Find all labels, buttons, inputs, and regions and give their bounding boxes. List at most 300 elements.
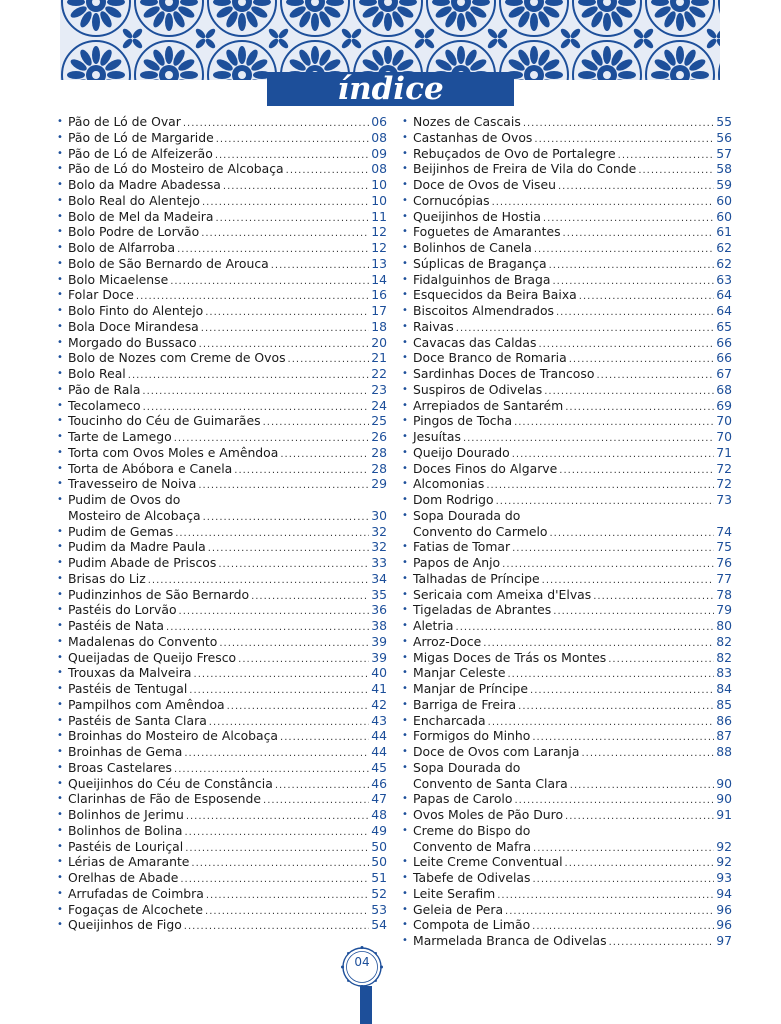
bullet-icon: •: [57, 383, 63, 395]
bullet-icon: •: [57, 147, 63, 159]
bullet-icon: •: [402, 431, 408, 442]
bullet-icon: •: [57, 604, 63, 616]
index-entry: [57, 618, 387, 634]
index-entry: [402, 146, 732, 162]
index-entry: [57, 807, 387, 823]
entry-page-number: 63: [716, 271, 732, 287]
entry-page-number: 70: [716, 413, 732, 429]
index-entry: [402, 476, 732, 492]
entry-title: Tabefe de Odivelas: [413, 870, 531, 885]
index-entry: [57, 823, 387, 839]
entry-title: Lérias de Amarante: [68, 854, 190, 870]
entry-page-number: 25: [371, 413, 387, 429]
bullet-icon: •: [57, 872, 63, 883]
index-entry: [402, 209, 732, 225]
entry-page-number: 88: [716, 744, 732, 759]
index-entry: [402, 713, 732, 729]
bullet-icon: •: [402, 651, 408, 663]
entry-page-number: 39: [371, 649, 387, 665]
bullet-icon: •: [402, 746, 408, 757]
index-entry: [57, 839, 387, 855]
entry-title: Arroz-Doce: [413, 633, 482, 649]
bullet-icon: •: [57, 415, 63, 427]
index-entry: [402, 760, 732, 792]
index-entry: [57, 681, 387, 697]
index-entry: [57, 193, 387, 209]
entry-page-number: 17: [371, 303, 387, 318]
bullet-icon: •: [57, 289, 63, 301]
bullet-icon: •: [402, 462, 408, 474]
bullet-icon: •: [402, 903, 408, 915]
index-entry: [57, 665, 387, 681]
bullet-icon: •: [402, 935, 408, 946]
entry-page-number: 30: [371, 507, 387, 523]
bullet-icon: •: [57, 399, 63, 411]
entry-page-number: 65: [716, 318, 732, 334]
entry-title: Broinhas de Gema: [68, 744, 183, 759]
index-entry: [57, 303, 387, 319]
index-entry: [402, 224, 732, 240]
bullet-icon: •: [57, 746, 63, 757]
entry-title: Bolo Podre de Lorvão: [68, 224, 200, 240]
index-entry: [57, 240, 387, 256]
entry-title: Travesseiro de Noiva: [68, 476, 197, 492]
entry-title: Sopa Dourada do: [413, 759, 521, 775]
entry-page-number: 75: [716, 539, 732, 555]
entry-page-number: 92: [716, 854, 732, 870]
entry-title: Marmelada Branca de Odivelas: [413, 933, 607, 948]
index-entry: [57, 854, 387, 870]
entry-title: Compota de Limão: [413, 917, 531, 933]
entry-title: Bolo Real: [68, 366, 126, 381]
index-entry: [402, 114, 732, 130]
entry-page-number: 47: [371, 791, 387, 807]
entry-page-number: 45: [371, 759, 387, 775]
entry-title: Mosteiro de Alcobaça: [68, 507, 201, 523]
entry-title: Bolinhos de Bolina: [68, 822, 183, 838]
entry-title: Leite Serafim: [413, 885, 496, 901]
entry-title: Foguetes de Amarantes: [413, 224, 561, 240]
entry-page-number: 77: [716, 570, 732, 586]
entry-title: Tigeladas de Abrantes: [413, 602, 552, 618]
entry-page-number: 28: [371, 460, 387, 476]
entry-title: Broinhas do Mosteiro de Alcobaça: [68, 728, 279, 744]
bullet-icon: •: [402, 242, 408, 253]
index-entry: [402, 933, 732, 949]
entry-title: Pampilhos com Amêndoa: [68, 696, 225, 712]
entry-title: Pão de Rala: [68, 381, 141, 397]
entry-page-number: 35: [371, 586, 387, 602]
entry-page-number: 44: [371, 728, 387, 744]
bullet-icon: •: [402, 289, 408, 301]
entry-page-number: 13: [371, 255, 387, 271]
entry-page-number: 36: [371, 602, 387, 618]
entry-title: Creme do Bispo do: [413, 822, 531, 838]
index-entry: [402, 319, 732, 335]
index-entry: [402, 240, 732, 256]
entry-page-number: 90: [716, 775, 732, 791]
entry-page-number: 46: [371, 775, 387, 791]
entry-title: Suspiros de Odivelas: [413, 381, 543, 397]
index-entry: [402, 854, 732, 870]
bullet-icon: •: [402, 352, 408, 364]
bullet-icon: •: [402, 919, 408, 931]
entry-page-number: 59: [716, 177, 732, 192]
bullet-icon: •: [402, 730, 408, 742]
entry-page-number: 96: [716, 917, 732, 933]
entry-page-number: 24: [371, 397, 387, 413]
entry-page-number: 34: [371, 570, 387, 586]
entry-title: Pão de Ló de Margaride: [68, 129, 214, 145]
index-entry: [57, 146, 387, 162]
bullet-icon: •: [402, 336, 408, 348]
page-number: 04: [354, 955, 370, 969]
entry-title: Manjar Celeste: [413, 665, 506, 681]
index-entry: [57, 539, 387, 555]
index-entry: [57, 161, 387, 177]
index-entry: [402, 161, 732, 177]
index-entry: [402, 272, 732, 288]
index-entry: [402, 823, 732, 855]
entry-title: Doce de Ovos com Laranja: [413, 744, 580, 759]
index-entry: [57, 870, 387, 886]
bullet-icon: •: [402, 809, 408, 820]
bullet-icon: •: [402, 872, 408, 883]
entry-page-number: 55: [716, 114, 732, 129]
index-entry: [402, 886, 732, 902]
index-entry: [57, 335, 387, 351]
entry-title: Bolo da Madre Abadessa: [68, 177, 221, 192]
bullet-icon: •: [402, 116, 408, 127]
bullet-icon: •: [402, 273, 408, 285]
entry-page-number: 10: [371, 177, 387, 192]
bullet-icon: •: [402, 320, 408, 332]
bullet-icon: •: [402, 494, 408, 505]
bullet-icon: •: [57, 856, 63, 868]
index-entry: [57, 445, 387, 461]
entry-page-number: 79: [716, 602, 732, 618]
entry-title: Arrufadas de Coimbra: [68, 885, 204, 901]
entry-title: Sericaia com Ameixa d'Elvas: [413, 586, 592, 602]
entry-title: Pastéis de Louriçal: [68, 838, 184, 854]
entry-page-number: 62: [716, 240, 732, 255]
entry-page-number: 14: [371, 271, 387, 287]
bullet-icon: •: [57, 698, 63, 710]
entry-title: Pudim de Gemas: [68, 523, 174, 539]
entry-page-number: 56: [716, 129, 732, 145]
bullet-icon: •: [57, 163, 63, 175]
bullet-icon: •: [402, 714, 408, 726]
entry-page-number: 73: [716, 492, 732, 507]
entry-title: Folar Doce: [68, 287, 134, 303]
entry-title: Queijinhos de Figo: [68, 917, 182, 933]
bullet-icon: •: [402, 635, 408, 647]
entry-page-number: 57: [716, 145, 732, 161]
entry-title: Doces Finos do Algarve: [413, 460, 558, 476]
entry-page-number: 10: [371, 192, 387, 208]
bullet-icon: •: [57, 210, 63, 222]
bullet-icon: •: [402, 179, 408, 190]
index-entry: [402, 413, 732, 429]
entry-title: Esquecidos da Beira Baixa: [413, 287, 577, 303]
index-entry: [57, 917, 387, 933]
index-entry: [57, 272, 387, 288]
entry-page-number: 66: [716, 350, 732, 366]
entry-title: Pão de Ló de Alfeizerão: [68, 145, 213, 161]
index-entry: [57, 350, 387, 366]
entry-title: Pastéis de Nata: [68, 618, 165, 633]
index-entry: [402, 539, 732, 555]
index-entry: [57, 886, 387, 902]
entry-page-number: 85: [716, 696, 732, 712]
entry-page-number: 82: [716, 649, 732, 665]
entry-page-number: 76: [716, 555, 732, 570]
index-entry: [57, 413, 387, 429]
azulejo-tile-header: [60, 0, 720, 80]
entry-title: Bolo Finto do Alentejo: [68, 303, 204, 318]
entry-page-number: 62: [716, 255, 732, 271]
bullet-icon: •: [57, 478, 63, 490]
entry-title: Pudim de Ovos do: [68, 492, 181, 507]
entry-title: Convento do Carmelo: [413, 523, 548, 539]
entry-title: Dom Rodrigo: [413, 492, 494, 507]
entry-title: Bolinhos de Canela: [413, 240, 532, 255]
entry-title: Pudim da Madre Paula: [68, 539, 206, 555]
entry-page-number: 09: [371, 145, 387, 161]
index-entry: [402, 902, 732, 918]
entry-page-number: 08: [371, 129, 387, 145]
entry-title: Bolo de São Bernardo de Arouca: [68, 255, 269, 271]
index-entry: [57, 744, 387, 760]
bullet-icon: •: [402, 588, 408, 600]
bullet-icon: •: [57, 903, 63, 915]
entry-page-number: 78: [716, 586, 732, 602]
index-entry: [57, 776, 387, 792]
entry-title: Barriga de Freira: [413, 696, 517, 712]
bullet-icon: •: [57, 541, 63, 553]
index-entry: [402, 681, 732, 697]
entry-page-number: 06: [371, 114, 387, 129]
bullet-icon: •: [402, 305, 408, 316]
bullet-icon: •: [57, 635, 63, 647]
entry-page-number: 08: [371, 161, 387, 177]
entry-title: Torta de Abóbora e Canela: [68, 460, 233, 476]
index-entry: [57, 791, 387, 807]
entry-title: Migas Doces de Trás os Montes: [413, 649, 607, 665]
entry-title: Papas de Carolo: [413, 791, 513, 807]
entry-page-number: 71: [716, 444, 732, 460]
bullet-icon: •: [57, 194, 63, 206]
entry-title: Ovos Moles de Pão Duro: [413, 807, 564, 822]
bullet-icon: •: [57, 352, 63, 364]
index-entry: [402, 870, 732, 886]
entry-title: Doce de Ovos de Viseu: [413, 177, 556, 192]
entry-page-number: 48: [371, 807, 387, 822]
entry-page-number: 80: [716, 618, 732, 633]
entry-title: Bolinhos de Jerimu: [68, 807, 184, 822]
entry-page-number: 69: [716, 397, 732, 413]
index-entry: [57, 555, 387, 571]
entry-title: Leite Creme Conventual: [413, 854, 563, 870]
entry-page-number: 72: [716, 476, 732, 492]
index-column-left: [57, 114, 387, 933]
entry-title: Pastéis de Santa Clara: [68, 712, 207, 728]
bullet-icon: •: [57, 305, 63, 316]
index-entry: [402, 461, 732, 477]
entry-title: Beijinhos de Freira de Vila do Conde: [413, 161, 637, 177]
entry-page-number: 21: [371, 350, 387, 366]
entry-page-number: 86: [716, 712, 732, 728]
bullet-icon: •: [57, 667, 63, 679]
bullet-icon: •: [402, 620, 408, 631]
bullet-icon: •: [57, 446, 63, 458]
index-entry: [57, 398, 387, 414]
index-entry: [57, 177, 387, 193]
index-entry: [402, 366, 732, 382]
entry-title: Cornucópias: [413, 192, 490, 208]
index-entry: [402, 587, 732, 603]
entry-page-number: 49: [371, 822, 387, 838]
index-entry: [402, 429, 732, 445]
index-entry: [57, 524, 387, 540]
index-entry: [57, 287, 387, 303]
bullet-icon: •: [57, 431, 63, 442]
entry-page-number: 94: [716, 885, 732, 901]
entry-page-number: 70: [716, 429, 732, 444]
azulejo-tile-pattern-icon: [60, 0, 720, 80]
entry-title: Fatias de Tomar: [413, 539, 511, 555]
bullet-icon: •: [402, 793, 408, 805]
bullet-icon: •: [402, 856, 408, 868]
entry-page-number: 39: [371, 633, 387, 649]
bullet-icon: •: [57, 572, 63, 584]
index-entry: [402, 350, 732, 366]
entry-page-number: 44: [371, 744, 387, 759]
entry-title: Talhadas de Príncipe: [413, 570, 540, 586]
index-entry: [402, 193, 732, 209]
entry-page-number: 50: [371, 854, 387, 870]
entry-page-number: 53: [371, 901, 387, 917]
bullet-icon: •: [57, 730, 63, 742]
entry-page-number: 66: [716, 334, 732, 350]
bullet-icon: •: [57, 368, 63, 379]
bullet-icon: •: [402, 698, 408, 710]
bullet-icon: •: [57, 525, 63, 537]
bullet-icon: •: [402, 399, 408, 411]
entry-title: Sardinhas Doces de Trancoso: [413, 366, 595, 381]
bullet-icon: •: [57, 809, 63, 820]
bullet-icon: •: [402, 210, 408, 222]
entry-page-number: 97: [716, 933, 732, 948]
entry-title: Bolo de Nozes com Creme de Ovos: [68, 350, 286, 366]
bullet-icon: •: [402, 131, 408, 143]
entry-title: Pudinzinhos de São Bernardo: [68, 586, 250, 602]
index-entry: [402, 287, 732, 303]
bullet-icon: •: [402, 163, 408, 175]
entry-title: Biscoitos Almendrados: [413, 303, 554, 318]
index-entry: [402, 697, 732, 713]
index-entry: [57, 760, 387, 776]
entry-page-number: 12: [371, 240, 387, 255]
entry-title: Bolo de Mel da Madeira: [68, 208, 214, 224]
entry-title: Bolo Real do Alentejo: [68, 192, 200, 208]
entry-title: Manjar de Príncipe: [413, 681, 529, 696]
entry-title: Fidalguinhos de Braga: [413, 271, 551, 287]
index-entry: [402, 807, 732, 823]
bullet-icon: •: [57, 919, 63, 931]
bullet-icon: •: [57, 777, 63, 789]
bullet-icon: •: [57, 588, 63, 600]
bullet-icon: •: [57, 226, 63, 238]
bullet-icon: •: [57, 714, 63, 726]
entry-page-number: 64: [716, 287, 732, 303]
bullet-icon: •: [57, 257, 63, 269]
index-entry: [57, 476, 387, 492]
entry-page-number: 87: [716, 728, 732, 744]
bullet-icon: •: [57, 620, 63, 631]
entry-page-number: 64: [716, 303, 732, 318]
entry-title: Queijo Dourado: [413, 444, 510, 460]
bullet-icon: •: [402, 383, 408, 395]
bullet-icon: •: [57, 336, 63, 348]
index-entry: [402, 917, 732, 933]
index-column-right: [402, 114, 732, 949]
index-entry: [57, 902, 387, 918]
entry-title: Cavacas das Caldas: [413, 334, 537, 350]
entry-title: Formigos do Minho: [413, 728, 531, 744]
entry-title: Raivas: [413, 318, 454, 334]
entry-page-number: 11: [371, 208, 387, 224]
bullet-icon: •: [402, 887, 408, 899]
bullet-icon: •: [402, 667, 408, 679]
index-entry: [402, 382, 732, 398]
index-entry: [57, 209, 387, 225]
entry-page-number: 74: [716, 523, 732, 539]
entry-title: Trouxas da Malveira: [68, 665, 192, 681]
bullet-icon: •: [57, 320, 63, 332]
bullet-icon: •: [402, 478, 408, 490]
entry-page-number: 68: [716, 381, 732, 397]
entry-title: Rebuçados de Ovo de Portalegre: [413, 145, 616, 161]
entry-page-number: 33: [371, 555, 387, 570]
entry-title: Nozes de Cascais: [413, 114, 521, 129]
entry-title: Tarte de Lamego: [68, 429, 172, 444]
entry-title: Bola Doce Mirandesa: [68, 318, 199, 334]
entry-title: Convento de Santa Clara: [413, 775, 568, 791]
index-entry: [402, 571, 732, 587]
entry-title: Orelhas de Abade: [68, 870, 179, 885]
entry-page-number: 38: [371, 618, 387, 633]
index-entry: [402, 634, 732, 650]
bullet-icon: •: [402, 446, 408, 458]
entry-page-number: 32: [371, 523, 387, 539]
entry-title: Pão de Ló de Ovar: [68, 114, 181, 129]
bullet-icon: •: [402, 194, 408, 206]
bullet-icon: •: [57, 761, 63, 773]
entry-title: Pudim Abade de Priscos: [68, 555, 217, 570]
bullet-icon: •: [57, 116, 63, 127]
entry-title: Broas Castelares: [68, 759, 173, 775]
entry-title: Clarinhas de Fão de Esposende: [68, 791, 262, 807]
index-entry: [402, 650, 732, 666]
entry-page-number: 96: [716, 901, 732, 917]
entry-title: Súplicas de Bragança: [413, 255, 547, 271]
index-entry: [57, 429, 387, 445]
entry-page-number: 58: [716, 161, 732, 177]
bullet-icon: •: [402, 368, 408, 379]
entry-title: Pingos de Tocha: [413, 413, 513, 429]
entry-title: Torta com Ovos Moles e Amêndoa: [68, 444, 279, 460]
